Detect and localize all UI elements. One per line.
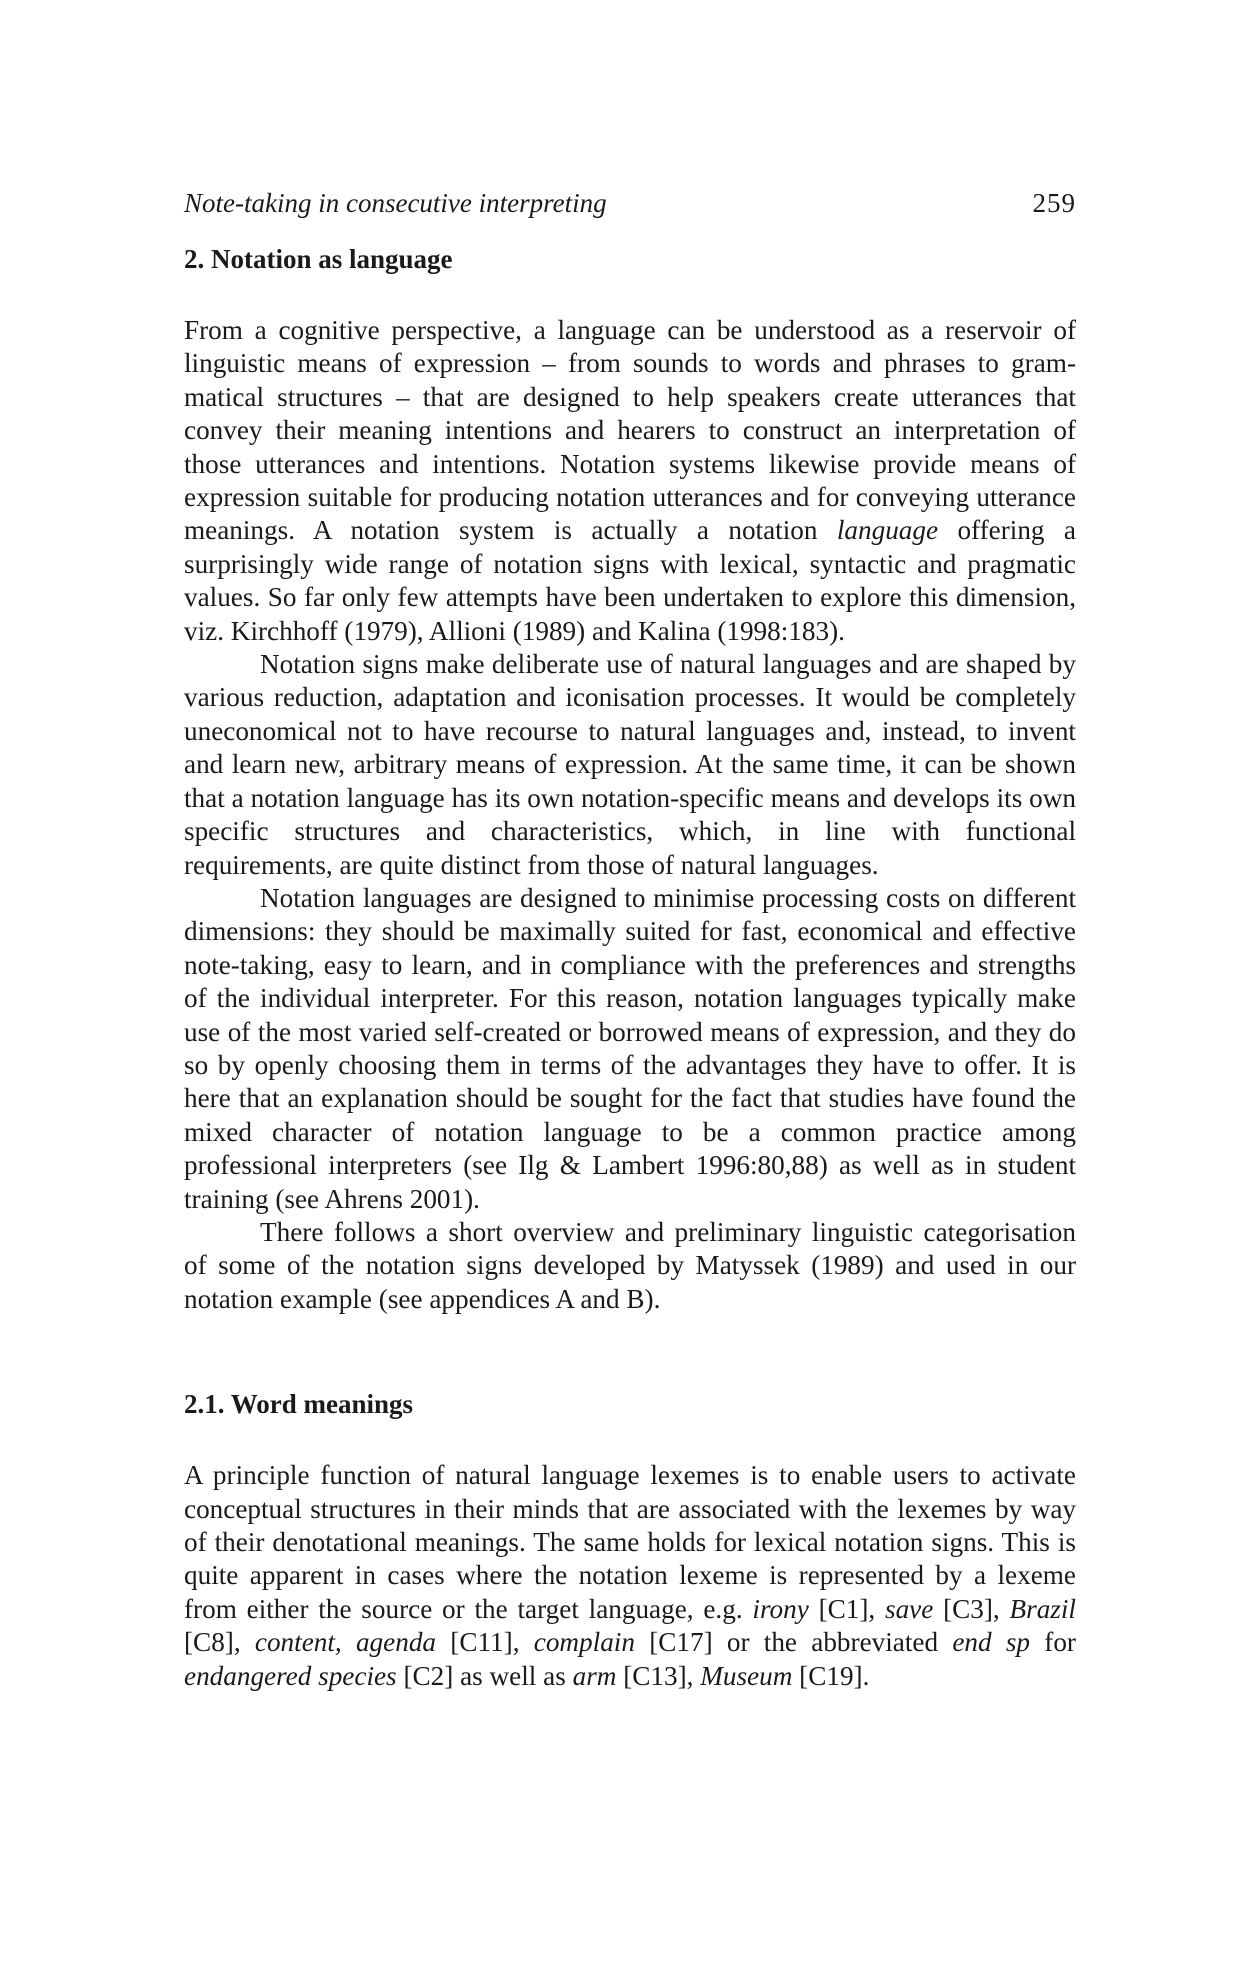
emphasis-text: end sp	[952, 1627, 1031, 1658]
paragraph: Notation languages are designed to minimise processing costs on different dimensions: they should be maximally suited for fast, economical and effective note-taking, easy to learn, and in compliance with the preferences and strengths of the individual interpreter. For this reason, notation languages typically make use of the most varied self-created or borrowed means of expression, and they do so by openly choosing them in terms of the advantages they have to offer. It is here that an explanation should be sought for the fact that studies have found the mixed character of notation language to be a common practice among professional interpreters (see Ilg & Lambert 1996:80,88) as well as in student training (see Ahrens 2001).	[184, 882, 1076, 1214]
paragraph-text: for	[1030, 1627, 1076, 1658]
paragraph-text: [C1],	[808, 1593, 885, 1624]
page-number: 259	[1032, 188, 1076, 218]
paragraph	[184, 314, 1076, 648]
paragraph-text: [C11],	[436, 1627, 534, 1658]
paragraph: Notation signs make deliberate use of natural languages and are shaped by various reduction, adaptation and iconisation processes. It would be completely uneconomical not to have recourse to natural languages and, instead, to invent and learn new, arbitrary means of expression. At the same time, it can be shown that a notation language has its own notation-specific means and develops its own specific structures and characteristics, which, in line with functional requirements, are quite distinct from those of natural languages.	[184, 649, 1076, 880]
emphasis-text: complain	[533, 1627, 635, 1658]
emphasis-text: Museum	[700, 1660, 793, 1691]
emphasis-text: language	[836, 515, 939, 546]
paragraph-text: [C3],	[933, 1593, 1010, 1624]
emphasis-text: Brazil	[1009, 1593, 1076, 1624]
emphasis-text: save	[885, 1593, 934, 1624]
paragraph: There follows a short overview and preliminary linguistic categorisation of some of the notation signs developed by Matyssek (1989) and used in our notation example (see appendices A and B).	[184, 1216, 1076, 1314]
running-header	[184, 186, 1076, 220]
book-page	[184, 186, 1076, 1693]
paragraph-text: [C8],	[184, 1627, 255, 1658]
emphasis-text: content, agenda	[254, 1627, 437, 1658]
paragraph-text: A principle function of natural language lexemes is to enable users to activate conceptual structures in their minds that are associated with the lexemes by way of their denotational meanings. The same holds for lexical notation signs. This is quite apparent in cases where the notation lexeme is represented by a lexeme from either the source or the target language, e.g.	[184, 1460, 1076, 1624]
paragraph-text: offering a surprisingly wide range of notation signs with lexical, syntactic and pragmatic values. So far only few attempts have been undertaken to explore this dimension, viz. Kirchhoff (1979), Allioni (1989) and Kalina (1998:183).	[184, 515, 1076, 646]
paragraph-text: [C2] as well as	[396, 1660, 573, 1691]
paragraph	[184, 1459, 1076, 1693]
emphasis-text: irony	[752, 1593, 809, 1624]
emphasis-text: endangered species	[184, 1660, 397, 1691]
paragraph-text: From a cognitive perspective, a language can be understood as a reservoir of linguistic means of expression – from sounds to words and phrases to grammatical structures – that are designed to help speakers create utterances that convey their meaning intentions and hearers to construct an interpretation of those utterances and intentions. Notation systems likewise provide means of expression suitable for producing notation utterances and for conveying utterance meanings. A notation system is actually a notation	[184, 315, 1076, 546]
paragraph-text: [C13],	[616, 1660, 701, 1691]
paragraph-text: [C19].	[792, 1660, 870, 1691]
subsection-heading-word-meanings: 2.1. Word meanings	[184, 1389, 414, 1420]
paragraph-text: [C17] or the abbreviated	[634, 1627, 953, 1658]
emphasis-text: arm	[572, 1660, 617, 1691]
running-title: Note-taking in consecutive interpreting	[184, 188, 607, 218]
section-spacer	[184, 1316, 1076, 1387]
section-heading-notation-as-language: 2. Notation as language	[184, 244, 453, 274]
